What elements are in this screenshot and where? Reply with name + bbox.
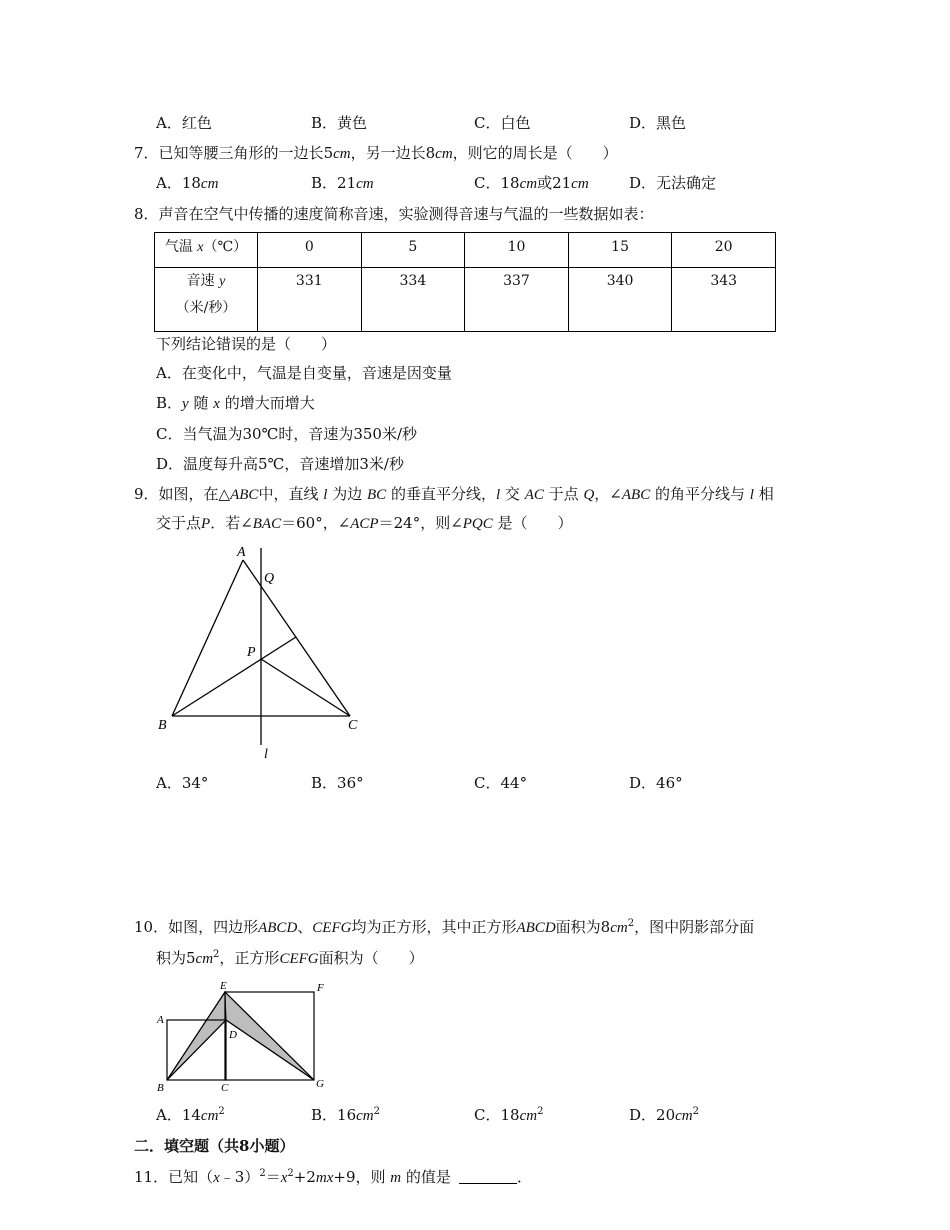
q10-option-c: C．$18cm^2$	[474, 1106, 544, 1124]
q7-option-d: D．无法确定	[629, 174, 717, 192]
table-cell: 20	[672, 233, 776, 268]
segment-pc	[261, 659, 350, 716]
segment-eg	[225, 992, 314, 1080]
q8-option-b: B．y 随 x 的增大而增大	[156, 394, 315, 412]
question-number: 8．	[134, 205, 159, 223]
question-text: ，则它的周长是（ ）	[452, 144, 618, 162]
label-l: l	[264, 747, 268, 762]
question-9-line1: 9．如图，在△ABC中，直线 l 为边 BC 的垂直平分线，l 交 AC 于点 Q，∠ABC 的角平分线与 l 相	[134, 485, 774, 503]
question-number: 7．	[134, 144, 159, 162]
q7-option-a: A．18cm	[156, 174, 219, 192]
label-g: G	[316, 1078, 324, 1090]
question-text: 8	[425, 144, 436, 162]
table-cell: 334	[361, 268, 465, 332]
question-text: 已知等腰三角形的一边长	[158, 144, 324, 162]
question-10-line2: 积为$5cm^2$，正方形CEFG面积为（ ）	[156, 949, 424, 967]
segment-bd	[167, 1020, 226, 1080]
question-text: 5	[323, 144, 334, 162]
q7-option-c: C．18cm或21cm	[474, 174, 589, 192]
q6-option-d: D．黑色	[629, 114, 687, 132]
table-cell: 340	[568, 268, 672, 332]
label-a: A	[157, 1014, 164, 1026]
label-d: D	[229, 1029, 237, 1041]
label-q: Q	[264, 571, 275, 586]
q10-option-b: B．$16cm^2$	[311, 1106, 380, 1124]
q10-option-a: A．$14cm^2$	[156, 1106, 225, 1124]
q7-option-b: B．21cm	[311, 174, 374, 192]
row-header-speed: 音速 y （米/秒）	[155, 268, 258, 332]
q8-option-c: C．当气温为30℃时，音速为350米/秒	[156, 425, 418, 443]
unit: cm	[435, 146, 453, 162]
segment-be	[167, 992, 225, 1080]
question-11: 11．已知$(x﹣3)^2=x^2+2mx+9$，则 m 的值是 ．	[134, 1168, 532, 1186]
label-c: C	[221, 1082, 229, 1094]
q8-question: 下列结论错误的是（ ）	[156, 335, 337, 353]
table-cell: 15	[568, 233, 672, 268]
segment-dg	[226, 1020, 314, 1080]
answer-blank[interactable]	[459, 1169, 517, 1184]
table-cell: 331	[258, 268, 362, 332]
q6-option-c: C．白色	[474, 114, 531, 132]
row-header-temperature: 气温 x（℃）	[155, 233, 258, 268]
table-cell: 10	[465, 233, 569, 268]
question-10-line1: 10．如图，四边形ABCD、CEFG均为正方形，其中正方形ABCD面积为$8cm^2$，图中阴影部分面	[134, 918, 755, 936]
question-text: 声音在空气中传播的速度简称音速，实验测得音速与气温的一些数据如表：	[158, 205, 654, 223]
label-a: A	[237, 545, 246, 560]
q6-option-b: B．黄色	[311, 114, 368, 132]
label-c: C	[348, 718, 358, 733]
label-b: B	[158, 718, 167, 733]
label-p: P	[247, 645, 256, 660]
q8-option-a: A．在变化中，气温是自变量，音速是因变量	[156, 364, 452, 382]
q6-option-a: A．红色	[156, 114, 212, 132]
table-row	[155, 233, 776, 268]
table-cell: 5	[361, 233, 465, 268]
table-cell: 0	[258, 233, 362, 268]
label-b: B	[157, 1082, 164, 1094]
label-f: F	[317, 982, 324, 994]
q9-option-a: A．34°	[156, 774, 209, 792]
question-8	[134, 204, 654, 224]
side-ac	[243, 560, 350, 716]
section-title: 二．填空题（共8小题）	[134, 1137, 295, 1155]
label-e: E	[220, 980, 227, 992]
q9-option-b: B．36°	[311, 774, 364, 792]
triangle-figure	[150, 540, 380, 765]
squares-figure	[150, 978, 340, 1098]
side-ab	[172, 560, 243, 716]
q9-option-d: D．46°	[629, 774, 683, 792]
q9-option-c: C．44°	[474, 774, 528, 792]
question-7	[134, 143, 618, 164]
speed-temperature-table	[154, 232, 776, 332]
unit: cm	[333, 146, 351, 162]
table-cell: 337	[465, 268, 569, 332]
table-row	[155, 268, 776, 332]
question-9-line2: 交于点P．若∠BAC＝60°，∠ACP＝24°，则∠PQC 是（ ）	[156, 514, 573, 532]
question-text: ，另一边长	[350, 144, 426, 162]
q8-option-d: D．温度每升高5℃，音速增加3米/秒	[156, 455, 404, 473]
q10-option-d: D．$20cm^2$	[629, 1106, 699, 1124]
table-cell: 343	[672, 268, 776, 332]
